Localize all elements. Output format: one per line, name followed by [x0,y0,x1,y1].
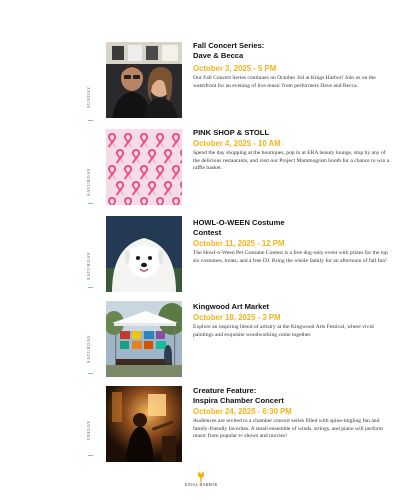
ribbon-icon [124,197,132,205]
art-market-tent-photo [106,301,182,377]
footer-brand: KINGS HARBOR [184,483,218,487]
event-title: PINK SHOP & STOLL [193,128,270,137]
event-title: Creature Feature: Inspira Chamber Concert [193,386,284,405]
concert-duo-photo [106,42,182,118]
event-day-label: SATURDAY [86,167,91,196]
ribbon-icon [156,197,164,205]
event-title: Kingwood Art Market [193,302,270,311]
event-date: October 4, 2025 - 10 AM [193,139,281,148]
ghost-dog-photo [106,216,182,292]
ribbon-icon [140,197,148,205]
divider-tick [88,455,93,456]
event-description: Audiences are invited to a chamber concert series filled with spine-tingling fun and family-friendly favorites. A small ensemble of winds, strings, and piano will perform music from popular tv shows and movies! [193,418,384,440]
event-day-label: SATURDAY [86,251,91,280]
divider-tick [88,287,93,288]
ribbon-icon [108,197,116,205]
pink-ribbon-pattern [106,129,182,205]
event-day-label: SATURDAY [86,334,91,363]
divider-tick [88,120,93,121]
event-description: The Howl-o-Ween Pet Costume Contest is a free dog-only event with prizes for the top six costumes, treats, and a free DJ. Bring the whole family for an afternoon of fall fun! [193,250,388,264]
divider-tick [88,203,93,204]
event-day-label: SUNDAY [86,86,91,108]
event-description: Our Fall Concert Series continues on October 3rd at Kings Harbor! Join us on the waterfront for an evening of live music from performers Dave and Becca. [193,75,376,89]
event-title: HOWL-O-WEEN Costume Contest [193,218,285,237]
event-date: October 11, 2025 - 12 PM [193,239,285,248]
footer-logo[interactable] [181,470,221,487]
ribbon-icon [172,197,180,205]
chamber-concert-photo [106,386,182,462]
event-date: October 24, 2025 - 6:30 PM [193,407,292,416]
event-date: October 18, 2025 - 3 PM [193,313,281,322]
event-date: October 3, 2025 - 5 PM [193,64,277,73]
event-description: Spend the day shopping at the boutiques, pop in at ERA beauty lounge, stop by any of the delicious restaurants, and visit our Project Mammogram booth for a chance to win a raffle basket. [193,150,390,172]
event-title: Fall Concert Series: Dave & Becca [193,41,265,60]
event-day-label: FRIDAY [86,420,91,440]
divider-tick [88,373,93,374]
kings-harbor-logo-icon [196,470,206,482]
event-description: Explore an inspiring blend of artistry at the Kingwood Arts Festival, where vivid paintings and exquisite woodworking come together. [193,324,374,338]
